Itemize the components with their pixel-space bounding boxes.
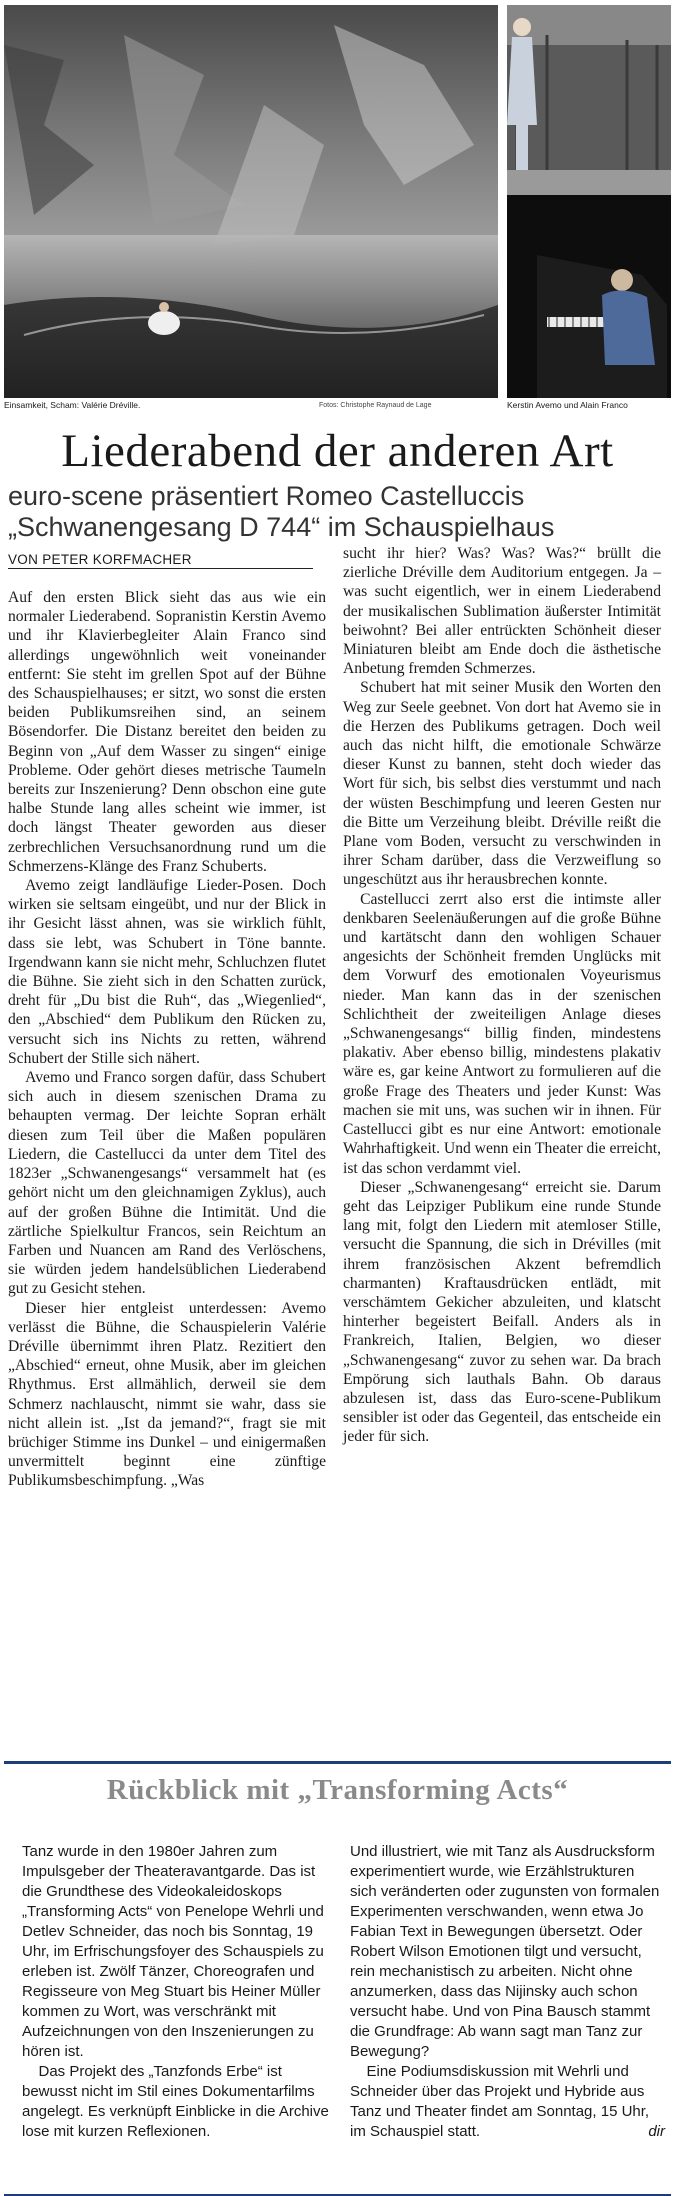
photo-caption-right: Kerstin Avemo und Alain Franco bbox=[507, 400, 628, 410]
infobox-paragraph: Und illustriert, wie mit Tanz als Ausdrucksform experimentiert wurde, wie Erzählstrukturen sich veränderten oder zugunsten von formalen Experimenten verschwanden, wenn etwa Jo Fabian Text in Bewegungen übersetzt. Oder Robert Wilson Emotionen tilgt und versucht, rein mechanistisch zu arbeiten. Nicht ohne anzumerken, dass das Nijinsky auch schon versucht habe. Und von Pina Bausch stammt die Grundfrage: Ab wann sagt man Tanz zur Bewegung? bbox=[350, 1843, 660, 2060]
article-headline: Liederabend der anderen Art bbox=[61, 425, 614, 477]
photo-credit: Fotos: Christophe Raynaud de Lage bbox=[319, 402, 432, 409]
article-column-2 bbox=[343, 544, 661, 1447]
infobox-column-1 bbox=[22, 1842, 332, 2142]
photo-caption-left: Einsamkeit, Scham: Valérie Dréville. bbox=[4, 400, 141, 410]
article-paragraph: sucht ihr hier? Was? Was? Was?“ brüllt die zierliche Dréville dem Auditorium entgegen. Ja – was sucht eigentlich, wer in einem Liederabend der musikalischen Sublimation äußerster Intimität beiwohnt? Bei aller entrückten Schönheit dieser Miniaturen bleibt am Ende doch die ästhetische Anbetung fremden Schmerzes. bbox=[343, 545, 661, 678]
article-paragraph: Castellucci zerrt also erst die intimste aller denkbaren Seelenäußerungen auf die große Bühne und kartätscht dann den wohligen Schauer angesichts der Schönheit fremden Unglücks mit dem Vorwurf des emotionalen Voyeurismus nieder. Man kann das in der szenischen Schlichtheit der zweiteiligen Anlage dieses „Schwanengesangs“ billig finden, mindestens plakativ. Aber ebenso billig, mindestens plakativ wäre es, gar keine Antwort zu formulieren auf die große Frage des Theaters und jeder Kunst: Was machen sie mit uns, was suchen wir in ihnen. Für Castellucci gibt es nur eine Antwort: emotionale Wahrhaftigkeit. Und wenn ein Theater die erreicht, ist das schon verdammt viel. bbox=[343, 890, 661, 1177]
article-subhead-line1: euro-scene präsentiert Romeo Castelluccis bbox=[8, 481, 525, 511]
infobox-paragraph: Tanz wurde in den 1980er Jahren zum Impulsgeber der Theateravantgarde. Das ist die Grundthese des Videokaleidoskops „Transforming Acts“ von Penelope Wehrli und Detlev Schneider, das noch bis Sonntag, 19 Uhr, im Erfrischungsfoyer des Schauspiels zu erleben ist. Zwölf Tänzer, Choreografen und Regisseure von Meg Stuart bis Heiner Müller kommen zu Wort, was verschränkt mit Aufzeichnungen von den Inszenierungen zu hören ist. bbox=[22, 1843, 324, 2060]
stage-photo-dreville bbox=[4, 5, 498, 398]
concert-image bbox=[507, 5, 671, 398]
stage-photo-avemo-franco bbox=[507, 5, 671, 398]
infobox-title: Rückblick mit „Transforming Acts“ bbox=[106, 1774, 569, 1806]
infobox-column-2 bbox=[350, 1842, 665, 2142]
author-initials: dir bbox=[648, 2123, 665, 2140]
byline-rule bbox=[8, 568, 313, 569]
article-paragraph: Auf den ersten Blick sieht das aus wie ein normaler Liederabend. Sopranistin Kerstin Avemo und ihr Klavierbegleiter Alain Franco sind allerdings ungewöhnlich weit voneinander entfernt: Sie steht im grellen Spot auf der Bühne des Schauspielhauses; er sitzt, wo sonst die ersten beiden Publikumsreihen sind, an seinem Bösendorfer. Die Distanz bereitet den beiden zu Beginn von „Auf dem Wasser zu singen“ einige Probleme. Oder gehört dieses metrische Taumeln bereits zur Inszenierung? Denn obschon eine gute halbe Stunde lang alles scheint wie immer, ist doch längst Theater geworden aus dieser zerbrechlichen Versuchsanordnung rund um die Schmerzens-Klänge des Franz Schuberts. bbox=[8, 589, 326, 875]
article-paragraph: Schubert hat mit seiner Musik den Worten den Weg zur Seele geebnet. Von dort hat Avemo sie in die Herzen des Publikums getragen. Doch weil auch das nicht hilft, die emotionale Schwärze dieser Kunst zu bannen, steht doch wieder das Wort für sich, bis selbst dies verstummt und nach der wüsten Beschimpfung und leeren Gesten nur die Bitte um Verzeihung bleibt. Dréville reißt die Plane vom Boden, versucht zu verschwinden in ihrer Scham darüber, dass die Verzweiflung so ungeschützt aus ihr herausbrechen konnte. bbox=[343, 679, 661, 889]
byline: VON PETER KORFMACHER bbox=[8, 552, 192, 567]
article-paragraph: Avemo zeigt landläufige Lieder-Posen. Doch wirken sie seltsam eingeübt, und nur der Blick in ihr Gesicht lässt ahnen, was sie wirklich fühlt, dass sie lebt, was Schubert in Töne bannte. Irgendwann kann sie nicht mehr, Schluchzen flutet die Bühne. Sie zieht sich in den Schatten zurück, dreht für „Du bist die Ruh“, das „Wiegenlied“, den „Abschied“ dem Publikum den Rücken zu, versucht sich ins Nichts zu retten, während Schubert der Stille sich nähert. bbox=[8, 877, 326, 1067]
stage-image bbox=[4, 5, 498, 398]
article-column-1 bbox=[8, 588, 326, 1491]
article-paragraph: Avemo und Franco sorgen dafür, dass Schubert sich auch in diesem szenischen Drama zu behaupten vermag. Der leichte Sopran erhält diesen zum Teil über die Maßen populären Liedern, die Castellucci da unter dem Titel des 1823er „Schwanengesangs“ versammelt hat (es gehört nicht um den gleichnamigen Zyklus), auch auf der großen Bühne die Intimität. Und die zärtliche Spielkultur Francos, sein Reichtum an Farben und Nuancen am Rand des Verlöschens, sie würden jedem handelsüblichen Liederabend gut zu Gesicht stehen. bbox=[8, 1069, 326, 1298]
infobox-paragraph bbox=[350, 2062, 665, 2142]
article-paragraph: Dieser „Schwanengesang“ erreicht sie. Darum geht das Leipziger Publikum eine runde Stunde lang mit, folgt den Liedern mit atemloser Stille, versucht die Spannung, die sich in Drévilles (mit ihrem französischen Akzent befremdlich charmanten) Kraftausdrücken entlädt, mit verschämtem Gekicher abzuleiten, und klatscht hinterher begeistert Beifall. Anders als in Frankreich, Italien, Belgien, wo dieser „Schwanengesang“ zuvor zu sehen war. Da brach Empörung sich lauthals Bahn. Ob daraus abzulesen ist, dass das Euro-scene-Publikum sensibler ist oder das Gegenteil, das entscheide ein jeder für sich. bbox=[343, 1178, 661, 1446]
article-subhead-line2: „Schwanengesang D 744“ im Schauspielhaus bbox=[8, 512, 555, 542]
article-paragraph: Dieser hier entgleist unterdessen: Avemo verlässt die Bühne, die Schauspielerin Valérie Dréville übernimmt ihren Platz. Rezitiert den „Abschied“ erneut, ohne Musik, aber im gleichen Rhythmus. Erst allmählich, derweil sie dem Schmerz nachlauscht, nimmt sie wahr, dass sie nicht allein ist. „Ist da jemand?“, fragt sie mit brüchiger Stimme ins Dunkel – und einigermaßen unvermittelt beginnt eine zünftige Publikumsbeschimpfung. „Was bbox=[8, 1299, 326, 1490]
infobox-closing-text: Eine Podiumsdiskussion mit Wehrli und Schneider über das Projekt und Hybride aus Tanz und Theater findet am Sonntag, 15 Uhr, im Schauspiel statt. bbox=[350, 2063, 650, 2140]
infobox-paragraph: Das Projekt des „Tanzfonds Erbe“ ist bewusst nicht im Stil eines Dokumentarfilms angelegt. Es verknüpft Einblicke in die Archive lose mit kurzen Reflexionen. bbox=[22, 2063, 329, 2140]
